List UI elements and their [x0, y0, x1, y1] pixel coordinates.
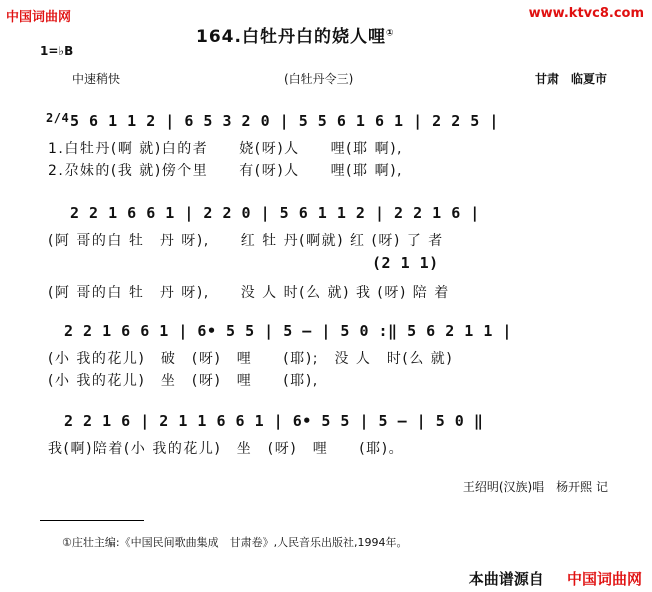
- credits: 王绍明(汉族)唱 杨开熙 记: [462, 480, 608, 494]
- lyric-line-3b: (小 我的花儿) 坐 (呀) 哩 (耶),: [48, 373, 319, 389]
- alt-notation-2: (2 1 1): [372, 254, 439, 272]
- source-site-link[interactable]: 中国词曲网: [566, 570, 642, 588]
- source-label: 本曲谱源自: [468, 570, 544, 588]
- footnote-text: ①庄壮主编:《中国民间歌曲集成 甘肃卷》,人民音乐出版社,1994年。: [62, 536, 408, 549]
- lyric-line-2b: (阿 哥的白 牡 丹 呀), 没 人 时(么 就) 我 (呀) 陪 着: [48, 285, 450, 301]
- lyric-line-4: 我(啊)陪着(小 我的花儿) 坐 (呀) 哩 (耶)。: [48, 441, 405, 457]
- tempo-marking: 中速稍快: [72, 72, 121, 86]
- lyric-line-3a: (小 我的花儿) 破 (呀) 哩 (耶); 没 人 时(么 就): [48, 351, 454, 367]
- lyric-line-1a: 1.白牡丹(啊 就)白的者 娆(呀)人 哩(耶 啊),: [48, 141, 403, 157]
- footnote-mark: ①: [385, 28, 395, 39]
- watermark-right: www.ktvc8.com: [528, 6, 644, 21]
- notation-line-2: 2 2 1 6 6 1 | 2 2 0 | 5 6 1 1 2 | 2 2 1 6 |: [70, 204, 480, 222]
- time-signature: 2/4: [46, 111, 70, 125]
- region: 甘肃 临夏市: [535, 72, 608, 86]
- song-title: [196, 22, 395, 47]
- key-signature: 1=♭B: [40, 44, 74, 58]
- notation-line-1: 5 6 1 1 2 | 6 5 3 2 0 | 5 5 6 1 6 1 | 2 2 5 |: [70, 112, 499, 130]
- lyric-line-1b: 2.尕妹的(我 就)傍个里 有(呀)人 哩(耶 啊),: [48, 163, 403, 179]
- song-title-text: 164.白牡丹白的娆人哩: [196, 27, 386, 47]
- lyric-line-2a: (阿 哥的白 牡 丹 呀), 红 牡 丹(啊就) 红 (呀) 了 者: [48, 233, 444, 249]
- source-attribution: [469, 568, 642, 589]
- tune-name: (白牡丹令三): [284, 72, 354, 86]
- watermark-left: 中国词曲网: [6, 10, 72, 25]
- footnote-separator: [40, 520, 144, 521]
- notation-line-3: 2 2 1 6 6 1 | 6• 5 5 | 5 – | 5 0 :‖ 5 6 2 1 1 |: [64, 322, 512, 340]
- notation-line-4: 2 2 1 6 | 2 1 1 6 6 1 | 6• 5 5 | 5 – | 5 0 ‖: [64, 412, 484, 430]
